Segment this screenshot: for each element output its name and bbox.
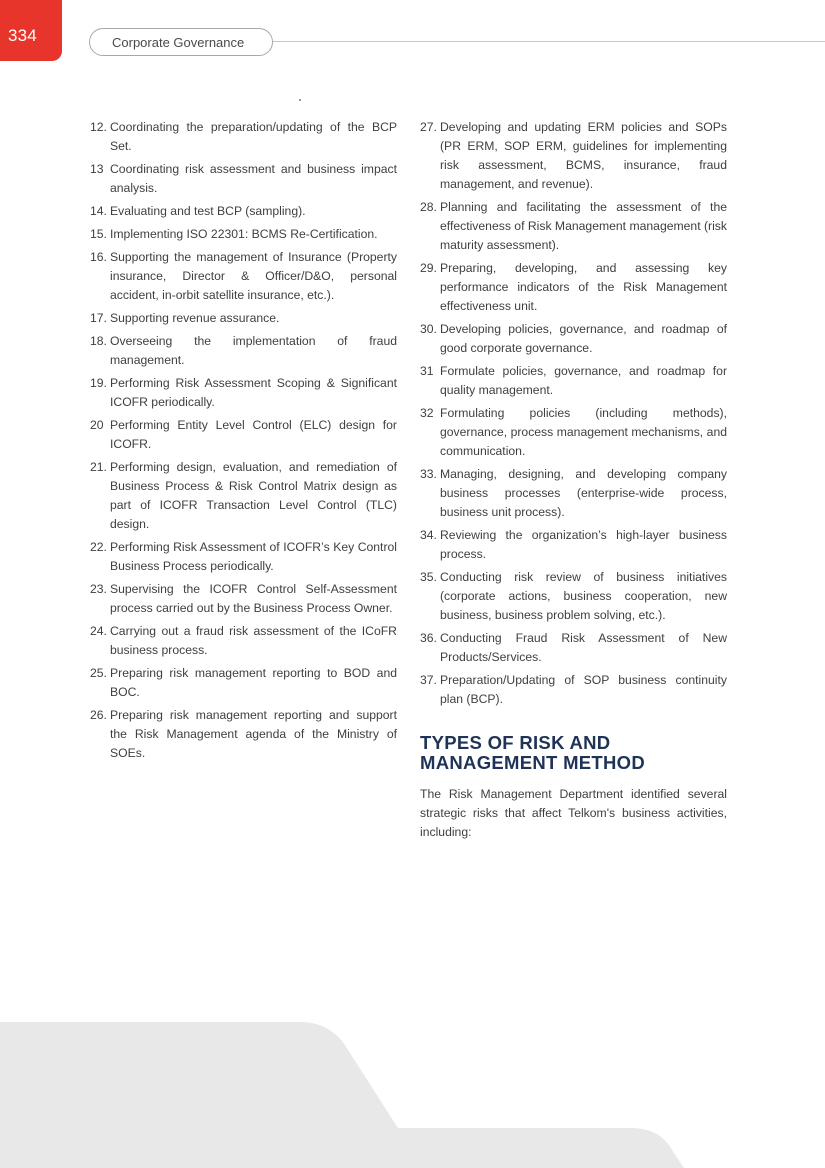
header-divider xyxy=(272,41,825,42)
item-text: Carrying out a fraud risk assessment of the ICoFR business process. xyxy=(110,624,397,657)
item-text: Formulating policies (including methods), governance, process management mechanisms, and communication. xyxy=(440,406,727,458)
item-number: 12. xyxy=(90,120,107,134)
item-number: 27. xyxy=(420,120,437,134)
item-text: Managing, designing, and developing company business processes (enterprise-wide process, business unit process). xyxy=(440,467,727,519)
item-text: Performing Risk Assessment Scoping & Significant ICOFR periodically. xyxy=(110,376,397,409)
list-item xyxy=(420,568,727,625)
item-text: Planning and facilitating the assessment of the effectiveness of Risk Management management (risk maturity assessment). xyxy=(440,200,727,252)
item-text: Preparing risk management reporting and support the Risk Management agenda of the Ministry of SOEs. xyxy=(110,708,397,760)
item-number: 28. xyxy=(420,200,437,214)
list-item xyxy=(420,259,727,316)
list-item xyxy=(90,580,397,618)
item-text: Conducting risk review of business initiatives (corporate actions, business cooperation, new business, business problem solving, etc.). xyxy=(440,570,727,622)
item-number: 24. xyxy=(90,624,107,638)
right-column xyxy=(420,118,727,842)
item-number: 30. xyxy=(420,322,437,336)
section-title: Corporate Governance xyxy=(112,35,245,50)
item-number: 31 xyxy=(420,364,434,378)
list-item xyxy=(420,118,727,194)
list-item xyxy=(90,309,397,328)
list-item xyxy=(90,538,397,576)
list-item xyxy=(90,374,397,412)
stray-dot xyxy=(299,99,301,101)
page-number-badge xyxy=(0,0,62,61)
item-text: Supporting revenue assurance. xyxy=(110,311,280,325)
item-text: Coordinating the preparation/updating of the BCP Set. xyxy=(110,120,397,153)
item-text: Reviewing the organization’s high-layer business process. xyxy=(440,528,727,561)
intro-paragraph: The Risk Management Department identified several strategic risks that affect Telkom's business activities, including: xyxy=(420,787,727,839)
item-number: 19. xyxy=(90,376,107,390)
list-item xyxy=(420,526,727,564)
item-text: Developing and updating ERM policies and SOPs (PR ERM, SOP ERM, guidelines for implementing risk assessment, BCMS, insurance, fraud management, and revenue). xyxy=(440,120,727,191)
item-number: 32 xyxy=(420,406,434,420)
list-item xyxy=(90,332,397,370)
item-text: Developing policies, governance, and roadmap of good corporate governance. xyxy=(440,322,727,355)
list-item xyxy=(90,248,397,305)
badge-tab xyxy=(0,0,18,10)
item-number: 21. xyxy=(90,460,107,474)
item-text: Evaluating and test BCP (sampling). xyxy=(110,204,306,218)
item-number: 23. xyxy=(90,582,107,596)
list-item xyxy=(90,118,397,156)
list-item xyxy=(90,664,397,702)
grey-corner-shape xyxy=(0,1022,684,1168)
item-number: 34. xyxy=(420,528,437,542)
list-item xyxy=(90,160,397,198)
left-column xyxy=(90,118,397,767)
item-text: Preparing, developing, and assessing key performance indicators of the Risk Management effectiveness unit. xyxy=(440,261,727,313)
list-item xyxy=(90,225,397,244)
item-number: 25. xyxy=(90,666,107,680)
item-number: 17. xyxy=(90,311,107,325)
item-number: 20 xyxy=(90,418,104,432)
item-text: Preparing risk management reporting to BOD and BOC. xyxy=(110,666,397,699)
list-item xyxy=(90,458,397,534)
item-number: 26. xyxy=(90,708,107,722)
list-item xyxy=(90,622,397,660)
item-number: 18. xyxy=(90,334,107,348)
list-item xyxy=(420,404,727,461)
item-text: Overseeing the implementation of fraud management. xyxy=(110,334,397,367)
list-item xyxy=(90,202,397,221)
item-text: Formulate policies, governance, and roadmap for quality management. xyxy=(440,364,727,397)
list-item xyxy=(420,465,727,522)
item-text: Implementing ISO 22301: BCMS Re-Certification. xyxy=(110,227,378,241)
item-text: Preparation/Updating of SOP business continuity plan (BCP). xyxy=(440,673,727,706)
list-item xyxy=(420,671,727,709)
item-text: Supervising the ICOFR Control Self-Assessment process carried out by the Business Process Owner. xyxy=(110,582,397,615)
section-label xyxy=(89,28,273,56)
item-number: 15. xyxy=(90,227,107,241)
list-item xyxy=(420,362,727,400)
item-text: Performing Risk Assessment of ICOFR’s Key Control Business Process periodically. xyxy=(110,540,397,573)
list-item xyxy=(420,320,727,358)
item-text: Coordinating risk assessment and business impact analysis. xyxy=(110,162,397,195)
item-number: 29. xyxy=(420,261,437,275)
item-number: 35. xyxy=(420,570,437,584)
page-number: 334 xyxy=(8,26,37,45)
list-item xyxy=(420,198,727,255)
item-number: 16. xyxy=(90,250,107,264)
item-text: Conducting Fraud Risk Assessment of New Products/Services. xyxy=(440,631,727,664)
item-number: 13 xyxy=(90,162,104,176)
left-task-list xyxy=(90,118,397,763)
list-item xyxy=(90,706,397,763)
right-task-list xyxy=(420,118,727,709)
list-item xyxy=(90,416,397,454)
item-number: 37. xyxy=(420,673,437,687)
list-item xyxy=(420,629,727,667)
item-number: 36. xyxy=(420,631,437,645)
item-text: Performing Entity Level Control (ELC) design for ICOFR. xyxy=(110,418,397,451)
item-number: 22. xyxy=(90,540,107,554)
item-text: Performing design, evaluation, and remediation of Business Process & Risk Control Matrix design as part of ICOFR Transaction Level Control (TLC) design. xyxy=(110,460,397,531)
section-heading: TYPES OF RISK AND MANAGEMENT METHOD xyxy=(420,732,646,773)
item-number: 33. xyxy=(420,467,437,481)
item-number: 14. xyxy=(90,204,107,218)
item-text: Supporting the management of Insurance (Property insurance, Director & Officer/D&O, personal accident, in-orbit satellite insurance, etc.). xyxy=(110,250,397,302)
